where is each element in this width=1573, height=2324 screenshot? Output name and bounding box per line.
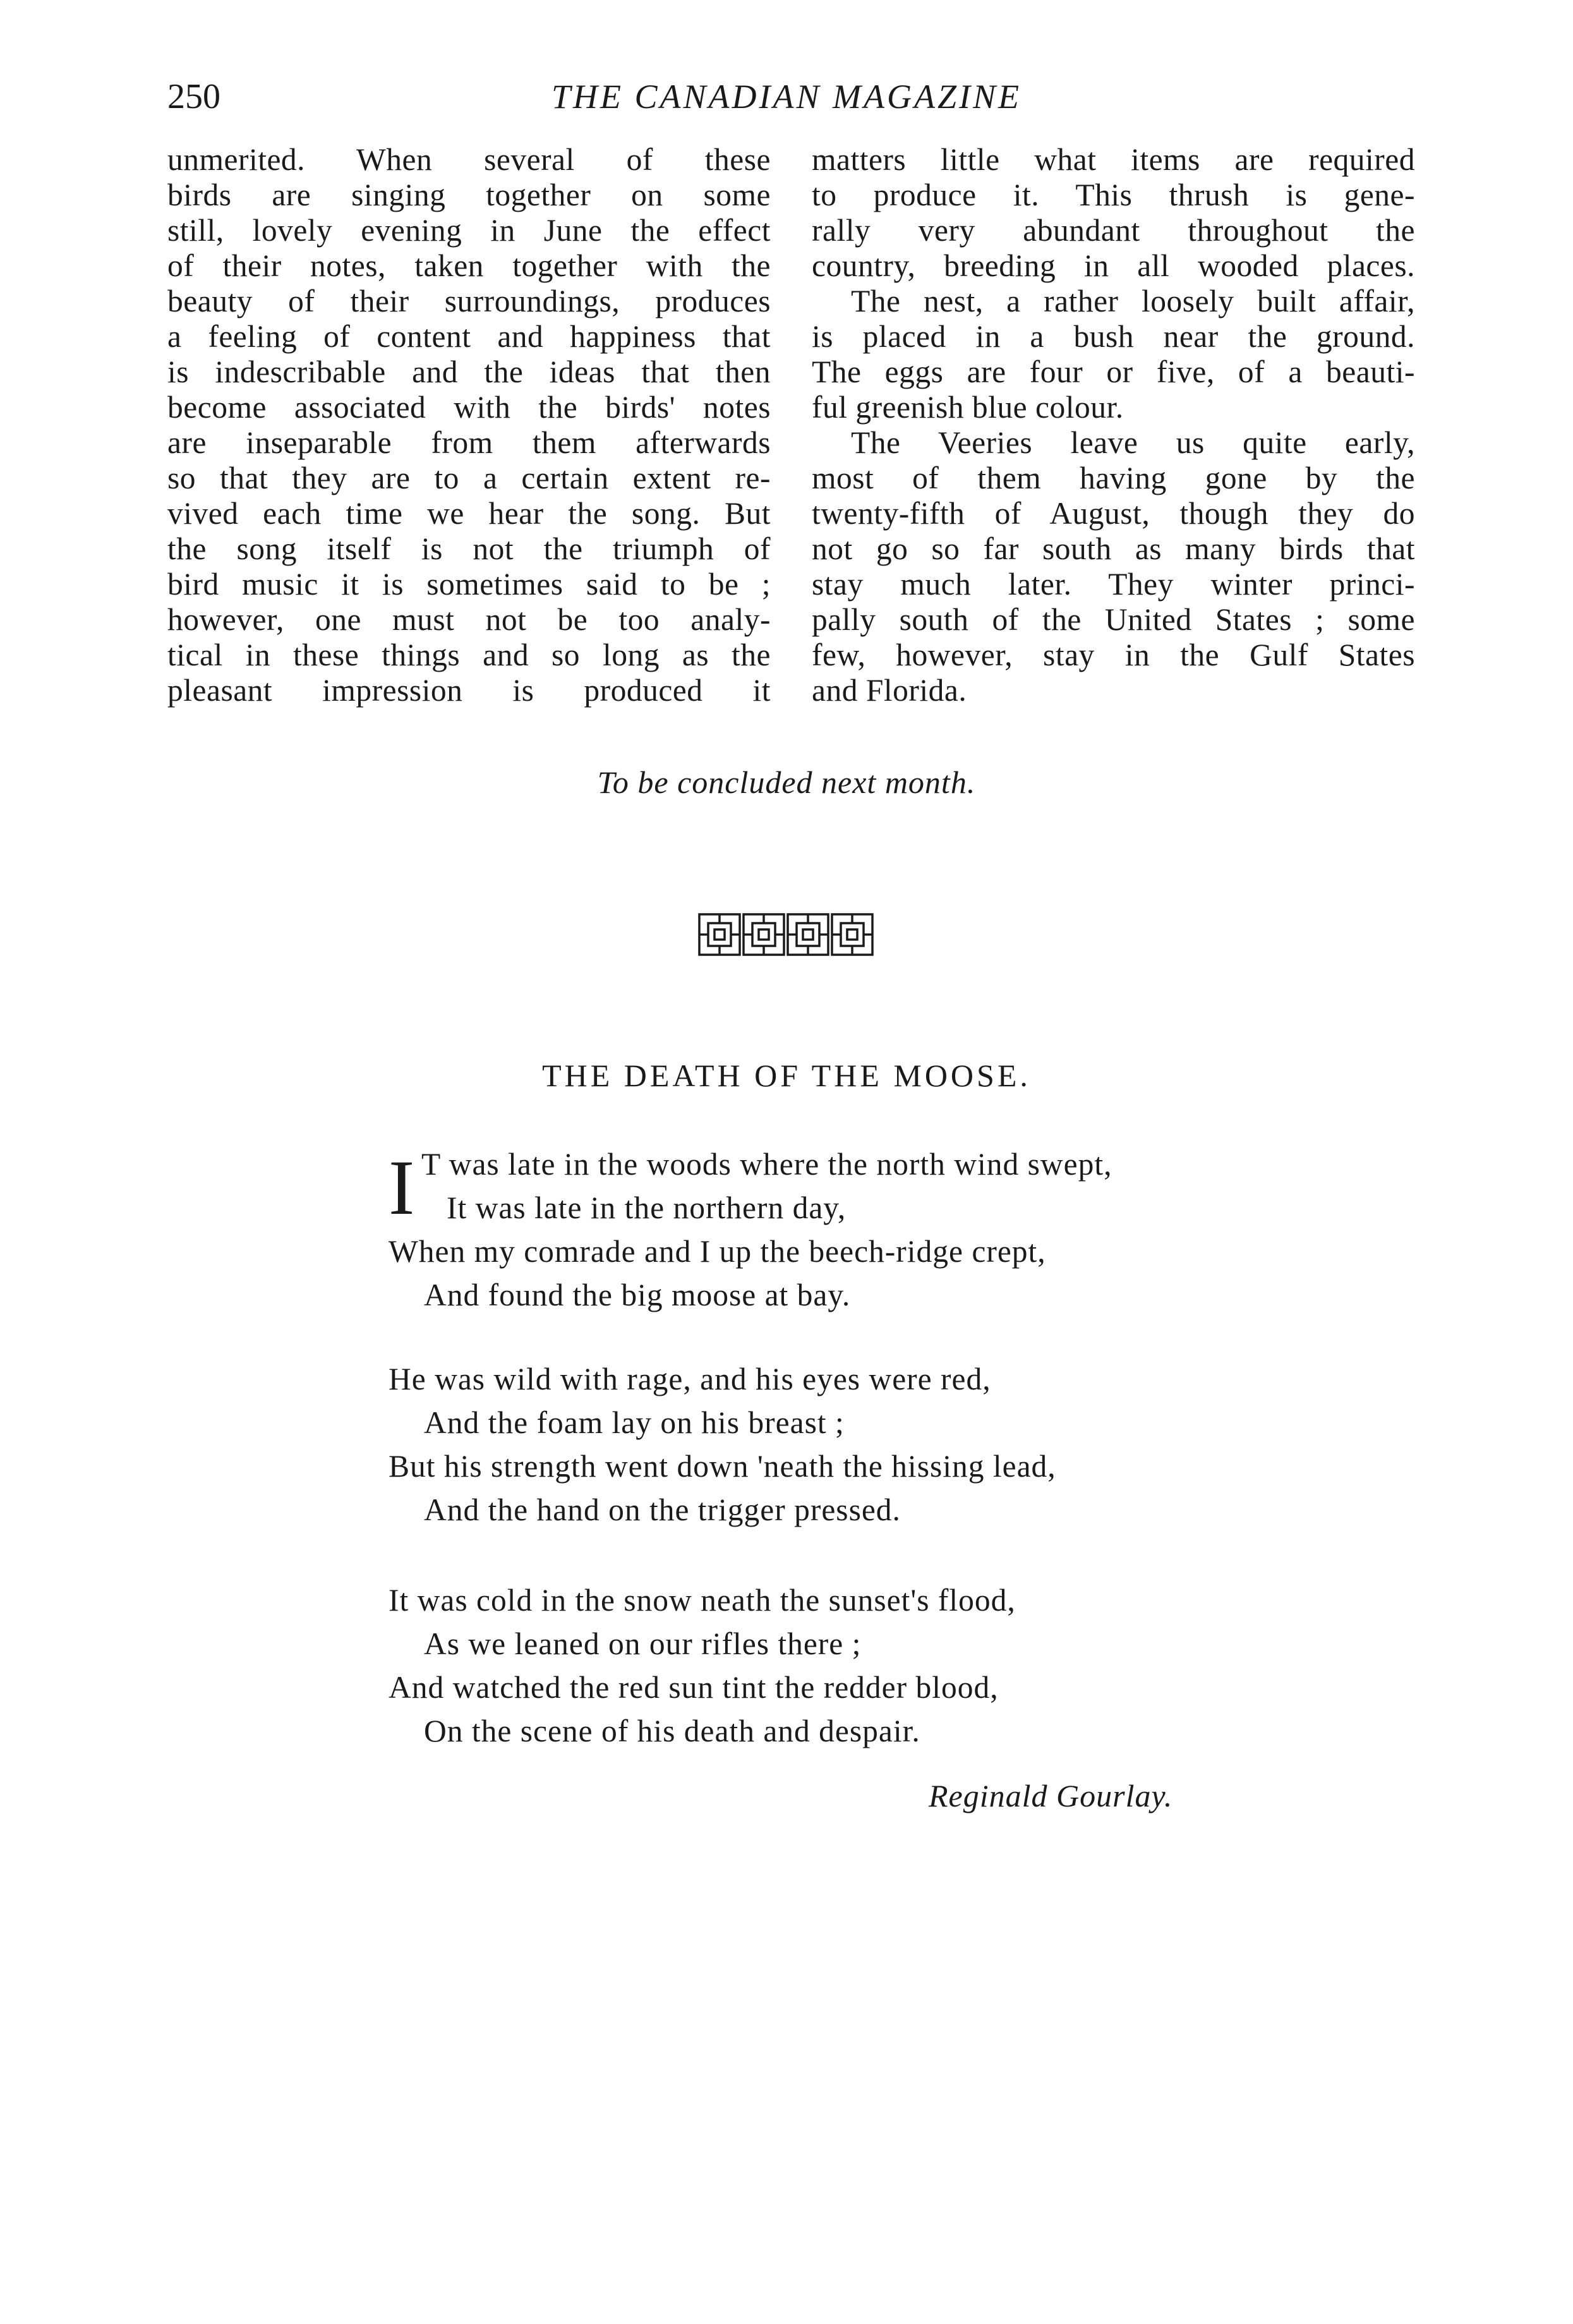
text-line: so that they are to a certain extent re- bbox=[167, 461, 771, 495]
ornament-icon bbox=[698, 913, 875, 956]
text-line: stay much later. They winter princi- bbox=[812, 567, 1415, 602]
text-line: The eggs are four or five, of a beauti- bbox=[812, 354, 1415, 389]
stanza-1 bbox=[389, 1142, 1112, 1317]
continued-note: To be concluded next month. bbox=[597, 765, 976, 800]
text-line: pally south of the United States ; some bbox=[812, 602, 1415, 637]
author-signature: Reginald Gourlay. bbox=[929, 1778, 1173, 1813]
text-line: pleasant impression is produced it bbox=[167, 673, 771, 708]
text-line: is placed in a bush near the ground. bbox=[812, 319, 1415, 354]
text-line: bird music it is sometimes said to be ; bbox=[167, 567, 771, 602]
text-line: ful greenish blue colour. bbox=[812, 390, 1124, 425]
text-line: the song itself is not the triumph of bbox=[167, 531, 771, 566]
verse-line: And the foam lay on his breast ; bbox=[424, 1405, 845, 1440]
text-line: become associated with the birds' notes bbox=[167, 390, 771, 425]
running-title: THE CANADIAN MAGAZINE bbox=[551, 78, 1022, 116]
verse-line: When my comrade and I up the beech-ridge crept, bbox=[389, 1234, 1046, 1269]
text-line: birds are singing together on some bbox=[167, 178, 771, 212]
verse-line: On the scene of his death and despair. bbox=[424, 1714, 920, 1748]
text-line: beauty of their surroundings, produces bbox=[167, 284, 771, 318]
poem-title: THE DEATH OF THE MOOSE. bbox=[542, 1058, 1031, 1093]
stanza-1-lines-b bbox=[389, 1230, 1080, 1317]
text-line: tical in these things and so long as the bbox=[167, 638, 771, 672]
right-column bbox=[812, 142, 1415, 708]
stanza-1-lines bbox=[421, 1142, 1112, 1230]
text-line: few, however, stay in the Gulf States bbox=[812, 638, 1415, 672]
text-line: are inseparable from them afterwards bbox=[167, 425, 771, 460]
text-line: unmerited. When several of these bbox=[167, 142, 771, 177]
verse-line: It was cold in the snow neath the sunset's flood, bbox=[389, 1583, 1016, 1618]
verse-line: But his strength went down 'neath the hissing lead, bbox=[389, 1449, 1056, 1484]
page-number: 250 bbox=[167, 77, 220, 116]
text-line: twenty-fifth of August, though they do bbox=[812, 496, 1415, 531]
verse-line: And the hand on the trigger pressed. bbox=[424, 1492, 901, 1527]
text-line: still, lovely evening in June the effect bbox=[167, 213, 771, 248]
verse-line: As we leaned on our rifles there ; bbox=[424, 1626, 862, 1661]
stanza-2 bbox=[389, 1357, 1056, 1532]
text-line: The nest, a rather loosely built affair, bbox=[851, 284, 1415, 318]
text-line: most of them having gone by the bbox=[812, 461, 1415, 495]
text-line: however, one must not be too analy- bbox=[167, 602, 771, 637]
verse-line: And found the big moose at bay. bbox=[424, 1278, 851, 1312]
text-line: matters little what items are required bbox=[812, 142, 1415, 177]
stanza-3 bbox=[389, 1578, 1016, 1753]
left-column bbox=[167, 142, 771, 708]
verse-line: It was late in the northern day, bbox=[447, 1190, 847, 1225]
verse-line: And watched the red sun tint the redder blood, bbox=[389, 1670, 999, 1705]
text-line: is indescribable and the ideas that then bbox=[167, 354, 771, 389]
text-line: to produce it. This thrush is gene- bbox=[812, 178, 1415, 212]
text-line: not go so far south as many birds that bbox=[812, 531, 1415, 566]
text-line: and Florida. bbox=[812, 673, 967, 708]
text-line: rally very abundant throughout the bbox=[812, 213, 1415, 248]
text-line: a feeling of content and happiness that bbox=[167, 319, 771, 354]
text-line: of their notes, taken together with the bbox=[167, 248, 771, 283]
verse-line: T was late in the woods where the north wind swept, bbox=[421, 1147, 1112, 1182]
ornament-divider bbox=[698, 913, 875, 956]
drop-cap: I bbox=[389, 1144, 416, 1231]
text-line: vived each time we hear the song. But bbox=[167, 496, 771, 531]
text-line: The Veeries leave us quite early, bbox=[851, 425, 1415, 460]
text-line: country, breeding in all wooded places. bbox=[812, 248, 1415, 283]
verse-line: He was wild with rage, and his eyes were red, bbox=[389, 1362, 991, 1396]
